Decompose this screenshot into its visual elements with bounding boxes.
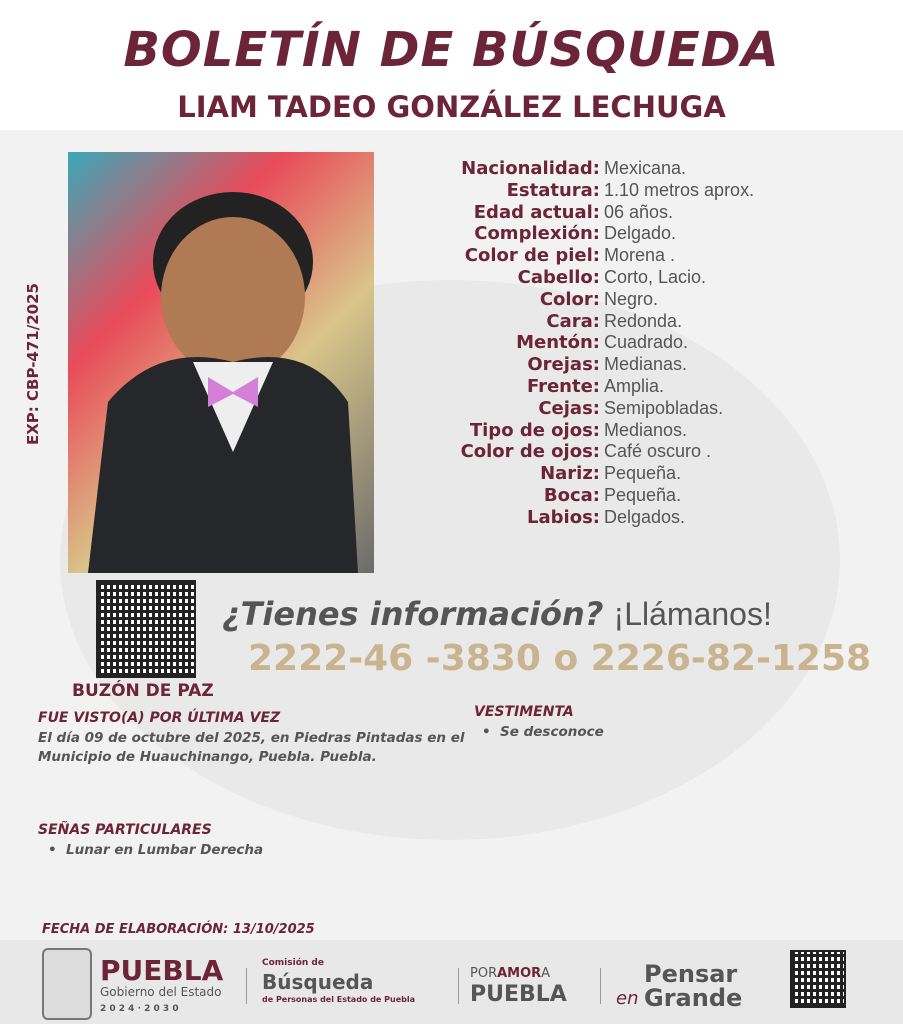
field-value: Redonda.: [604, 310, 683, 331]
field-value: Amplia.: [604, 375, 665, 396]
en-text: en: [616, 988, 639, 1009]
missing-person-name: LIAM TADEO GONZÁLEZ LECHUGA: [177, 90, 726, 124]
field-value: Cuadrado.: [604, 332, 689, 353]
contact-question: [222, 595, 772, 633]
field-value: Negro.: [604, 288, 659, 309]
field-label: Boca:: [543, 484, 600, 506]
field-label: Color de piel:: [464, 245, 600, 267]
call-text: ¡Llámanos!: [613, 596, 772, 632]
field-value: Delgados.: [604, 506, 686, 527]
field-value: Morena .: [604, 245, 676, 266]
marks-heading: SEÑAS PARTICULARES: [38, 822, 212, 838]
coat-of-arms-icon: [42, 948, 92, 1020]
phone-numbers[interactable]: 2222-46 -3830 o 2226-82-1258: [248, 638, 872, 679]
por-amor-logo: [470, 966, 550, 981]
field-row: [400, 180, 820, 202]
pensar-text: Pensar: [644, 960, 738, 988]
field-label: Tipo de ojos:: [469, 419, 600, 441]
qr-label: BUZÓN DE PAZ: [72, 681, 214, 701]
physical-description: [400, 158, 820, 529]
expediente-number: EXP: CBP-471/2025: [24, 283, 42, 445]
field-row: [400, 202, 820, 224]
field-row: [400, 158, 820, 180]
comision-sub-text: de Personas del Estado de Puebla: [262, 995, 415, 1004]
field-label: Estatura:: [506, 179, 600, 201]
field-label: Nacionalidad:: [461, 158, 600, 179]
puebla-logo: PUEBLA: [100, 954, 224, 987]
field-row: [400, 311, 820, 333]
field-value: Semipobladas.: [604, 397, 724, 418]
field-value: Mexicana.: [604, 158, 687, 178]
field-row: [400, 289, 820, 311]
por-text: POR: [470, 966, 498, 981]
field-label: Color:: [539, 288, 600, 310]
field-label: Orejas:: [527, 354, 600, 376]
creation-date: FECHA DE ELABORACIÓN: 13/10/2025: [42, 922, 315, 937]
last-seen-text: El día 09 de octubre del 2025, en Piedras Pintadas en el Municipio de Huauchinango, Puebla. Puebla.: [38, 730, 465, 765]
clothing-heading: VESTIMENTA: [474, 704, 574, 720]
last-seen-heading: FUE VISTO(A) POR ÚLTIMA VEZ: [38, 710, 281, 726]
field-value: 06 años.: [604, 201, 674, 222]
marks-item-text: Lunar en Lumbar Derecha: [66, 842, 264, 858]
field-row: [400, 223, 820, 245]
clothing-item: • Se desconoce: [482, 724, 604, 740]
field-value: Corto, Lacio.: [604, 266, 707, 287]
field-value: Medianos.: [604, 419, 688, 440]
field-label: Labios:: [527, 506, 600, 528]
field-label: Complexión:: [474, 223, 600, 245]
field-label: Color de ojos:: [460, 441, 600, 463]
field-row: [400, 398, 820, 420]
busqueda-text: Búsqueda: [262, 970, 374, 994]
field-row: [400, 441, 820, 463]
field-label: Mentón:: [516, 332, 600, 354]
marks-item: • Lunar en Lumbar Derecha: [48, 842, 264, 858]
field-row: [400, 485, 820, 507]
bulletin-title: BOLETÍN DE BÚSQUEDA: [123, 22, 780, 78]
field-value: Medianas.: [604, 354, 688, 375]
amor-text: AMOR: [497, 966, 542, 981]
field-value: Delgado.: [604, 223, 677, 244]
missing-person-photo: [68, 152, 374, 573]
a-text: A: [541, 966, 551, 981]
clothing-item-text: Se desconoce: [500, 724, 604, 740]
grande-text: Grande: [644, 984, 743, 1012]
puebla2-text: PUEBLA: [470, 982, 567, 1007]
field-row: [400, 376, 820, 398]
field-row: [400, 420, 820, 442]
field-label: Cabello:: [517, 266, 600, 288]
field-label: Edad actual:: [473, 201, 600, 223]
field-label: Cara:: [546, 310, 600, 332]
field-row: [400, 463, 820, 485]
field-label: Cejas:: [538, 397, 600, 419]
field-row: [400, 245, 820, 267]
question-text: ¿Tienes información?: [222, 595, 604, 633]
field-row: [400, 354, 820, 376]
field-row: [400, 507, 820, 529]
qr-code[interactable]: [96, 580, 196, 678]
comision-text: Comisión de: [262, 958, 324, 968]
field-value: Pequeña.: [604, 484, 682, 505]
field-value: Café oscuro .: [604, 441, 712, 462]
field-row: [400, 267, 820, 289]
field-label: Nariz:: [540, 463, 600, 485]
footer-qr-code[interactable]: [790, 950, 846, 1008]
years-text: 2 0 2 4 · 2 0 3 0: [100, 1004, 179, 1014]
field-value: Pequeña.: [604, 463, 682, 484]
field-value: 1.10 metros aprox.: [604, 179, 755, 200]
field-label: Frente:: [526, 375, 600, 397]
field-row: [400, 332, 820, 354]
gobierno-text: Gobierno del Estado: [100, 985, 222, 999]
